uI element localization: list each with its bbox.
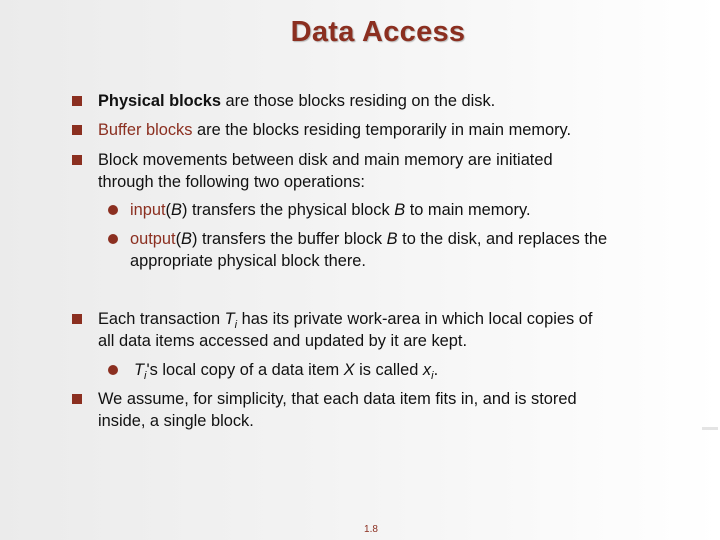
page-number: 1.8 [364, 524, 378, 535]
term-physical-blocks: Physical blocks [98, 92, 221, 110]
paren-open: ( [165, 201, 172, 219]
subscript-i: i [144, 370, 147, 382]
square-bullet-icon [72, 314, 82, 324]
var-t: T [224, 310, 235, 328]
subbullet-text: to the disk, and replaces the [397, 230, 608, 248]
slide-title: Data Access [290, 16, 466, 48]
bullet-text: are those blocks residing on the disk. [221, 92, 496, 110]
subbullet-input [130, 199, 690, 221]
bullet-line: We assume, for simplicity, that each data item fits in, and is stored [98, 390, 577, 408]
subbullet-text: to main memory. [405, 201, 531, 219]
subscript-i: i [234, 319, 238, 331]
bullet-line [98, 308, 688, 330]
subbullet-text: is called [354, 361, 423, 379]
round-bullet-icon [108, 234, 118, 244]
subbullet-local-copy [134, 359, 694, 381]
subbullet-text: 's local copy of a data item [146, 361, 344, 379]
bullet-block-movements [98, 149, 688, 193]
var-x: X [343, 361, 355, 379]
bullet-text: Each transaction [98, 310, 225, 328]
bullet-line: Block movements between disk and main memory are initiated [98, 151, 553, 169]
bullet-line: through the following two operations: [98, 173, 365, 191]
subbullet-line: appropriate physical block there. [130, 252, 366, 270]
round-bullet-icon [108, 365, 118, 375]
subbullet-line [130, 228, 690, 250]
bullet-buffer-blocks [98, 119, 688, 141]
square-bullet-icon [72, 125, 82, 135]
var-b: B [171, 201, 182, 219]
var-b: B [386, 230, 398, 248]
var-b: B [394, 201, 406, 219]
square-bullet-icon [72, 96, 82, 106]
bullet-line: all data items accessed and updated by it are kept. [98, 332, 468, 350]
bullet-assumption [98, 388, 688, 432]
edge-divider [702, 427, 718, 430]
paren-close: ) [191, 230, 198, 248]
round-bullet-icon [108, 205, 118, 215]
square-bullet-icon [72, 155, 82, 165]
subbullet-text: transfers the physical block [187, 201, 395, 219]
bullet-text: has its private work-area in which local copies of [237, 310, 593, 328]
bullet-transaction [98, 308, 688, 352]
var-x-lower: x [422, 361, 432, 379]
period: . [433, 361, 439, 379]
bullet-text: are the blocks residing temporarily in main memory. [192, 121, 572, 139]
subbullet-output [130, 228, 690, 272]
term-input: input [130, 201, 166, 219]
term-buffer-blocks: Buffer blocks [98, 121, 193, 139]
subscript-i: i [431, 370, 434, 382]
term-output: output [130, 230, 176, 248]
square-bullet-icon [72, 394, 82, 404]
paren-open: ( [175, 230, 182, 248]
bullet-physical-blocks [98, 90, 688, 112]
var-b: B [181, 230, 192, 248]
subbullet-text: transfers the buffer block [197, 230, 387, 248]
bullet-line: inside, a single block. [98, 412, 254, 430]
paren-close: ) [181, 201, 188, 219]
var-t: T [134, 361, 145, 379]
